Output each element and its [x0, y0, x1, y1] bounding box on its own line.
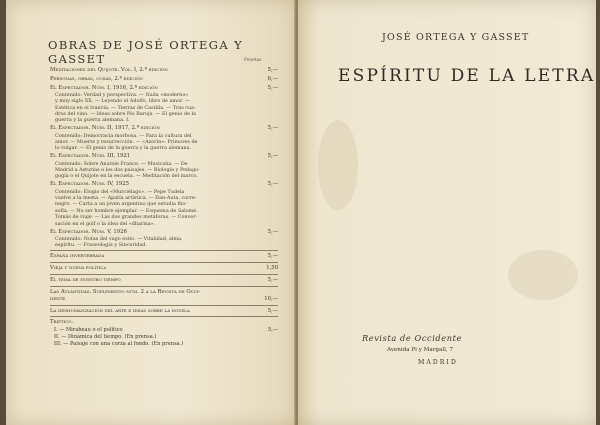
work-title: El Espectador. Núm. II, 1917, 2.ª edición [50, 125, 160, 132]
triptych-part [50, 334, 278, 341]
work-price: 5,— [267, 125, 278, 132]
work-entry [50, 67, 278, 74]
contents-line: Tomás de viaje. — Las dos grandes metáforas. — Conver- [55, 214, 198, 221]
works-list-title: OBRAS DE JOSÉ ORTEGA Y GASSET [48, 38, 244, 66]
work-title: El Espectador. Núm. V, 1926 [50, 228, 127, 235]
publisher-address: Avenida Pi y Margall, 7 [387, 347, 453, 353]
contents-line: amor. — Muerte y resurrección. — «Azorín»: Primores de [55, 139, 198, 146]
divider [50, 305, 278, 306]
contents-line: espíritu. — Fraseología y Sinceridad. [55, 242, 147, 249]
contents-line: sación en el golf o la idea del «dharma». [55, 220, 156, 227]
work-title: España invertebrada [50, 253, 105, 260]
work-title: Las Atlántidas. Suplemento núm. 2 a la Revista de Occi- [50, 288, 201, 295]
work-price: 6,— [267, 75, 278, 82]
contents-line: Madrid a Asturias o los dos paisajes. — Biología y Pedago- [55, 167, 200, 174]
contents-line: vuelve a la mesta. — Apatía artística. — Dan-Auta, corre- [55, 195, 197, 202]
divider [50, 286, 278, 287]
work-price: 5,— [267, 153, 278, 160]
work-title: El Espectador. Núm. III, 1921 [50, 153, 131, 160]
work-entry [50, 265, 278, 272]
divider [50, 316, 278, 317]
work-entry [50, 153, 278, 179]
work-title: El tema de nuestro tiempo [50, 276, 121, 283]
part-title: III. — Paisaje con una corza al fondo. (En prensa.) [54, 340, 184, 347]
work-price: 5,— [267, 84, 278, 91]
price-column-header: Pesetas [244, 58, 262, 63]
work-contents [50, 133, 278, 152]
work-price: 5,— [267, 228, 278, 235]
work-title: Vieja y nueva política [50, 265, 107, 272]
work-title: El Espectador. Núm. IV, 1925 [50, 181, 129, 188]
contents-line: negro. — Carta a un joven argentino que estudia filo- [55, 201, 187, 208]
left-page [6, 0, 296, 425]
work-title: Tríptico. [50, 319, 74, 326]
works-list [50, 67, 278, 349]
work-entry [50, 125, 278, 151]
work-contents [50, 236, 278, 249]
contents-line: Contenido: Sobre Anatole France. — Musicalia. — De [55, 160, 188, 167]
part-price: 5,— [268, 326, 278, 333]
publisher-name: Revista de Occidente [362, 333, 462, 343]
contents-line: Contenido: Democracia morbosa. — Para la cultura del [55, 132, 192, 139]
part-title: I. — Mirabeau o el político [54, 326, 123, 333]
work-entry [50, 229, 278, 249]
work-price: 5,— [267, 67, 278, 73]
publisher-city: MADRID [418, 359, 458, 366]
work-entry [50, 319, 278, 347]
work-entry [50, 76, 278, 83]
work-contents [50, 189, 278, 227]
work-title: El Espectador. Núm. I, 1916, 2.ª edición [50, 84, 158, 91]
part-title: II. — Dinámica del tiempo. (En prensa.) [54, 333, 157, 340]
triptych-part [50, 341, 278, 348]
work-entry [50, 289, 278, 303]
contents-line: lo vulgar. — El genio de la guerra y la guerra alemana. [55, 145, 192, 152]
work-entry [50, 85, 278, 124]
paper-stain [508, 250, 578, 300]
triptych-part [50, 327, 278, 334]
contents-line: dros del vino. — Ideas sobre Pío Baroja. — El genio de la [55, 111, 196, 118]
work-entry [50, 308, 278, 315]
contents-line: Contenido: Elogio del «Murciélago». — Pepe Tudela [55, 188, 185, 195]
work-price: 5,— [267, 181, 278, 188]
contents-line: guerra y la guerra alemana. I. [55, 117, 130, 124]
contents-line: y muy siglo XX. — Leyendo el Adolfo, libro de amor. — [55, 98, 190, 105]
contents-line: Contenido: Verdad y perspectiva. — Nada «moderno» [55, 91, 189, 98]
work-entry [50, 253, 278, 260]
work-title: Personas, obras, cosas, 2.ª edición [50, 75, 143, 82]
contents-line: gogía o el Quijote en la escuela. — Meditación del marco. [55, 173, 198, 180]
contents-line: Estética en el tranvía. — Tierras de Castilla. — Tras cua- [55, 104, 196, 111]
divider [50, 274, 278, 275]
divider [50, 250, 278, 251]
paper-stain [318, 120, 358, 210]
work-entry [50, 181, 278, 227]
work-entry [50, 277, 278, 284]
work-title: Meditaciones del Quijote. Vol. I, 2.ª edición [50, 67, 168, 73]
work-price: 10,— [264, 295, 278, 302]
divider [50, 262, 278, 263]
author-name: JOSÉ ORTEGA Y GASSET [382, 32, 530, 43]
work-contents [50, 161, 278, 180]
work-price: 5,— [267, 307, 278, 314]
contents-line: Contenido: Notas del vago estío. — Vitalidad, alma, [55, 235, 183, 242]
work-title: dente [50, 295, 66, 302]
work-title: La deshumanización del arte e ideas sobre la novela [50, 307, 190, 314]
work-price: 1,50 [266, 265, 278, 272]
book-title: ESPÍRITU DE LA LETRA [338, 66, 596, 86]
work-price: 5,— [267, 276, 278, 283]
work-price: 5,— [267, 253, 278, 260]
work-contents [50, 92, 278, 124]
contents-line: sofía. — No ser hombre ejemplar. — Esquema de Salomé. [55, 207, 198, 214]
